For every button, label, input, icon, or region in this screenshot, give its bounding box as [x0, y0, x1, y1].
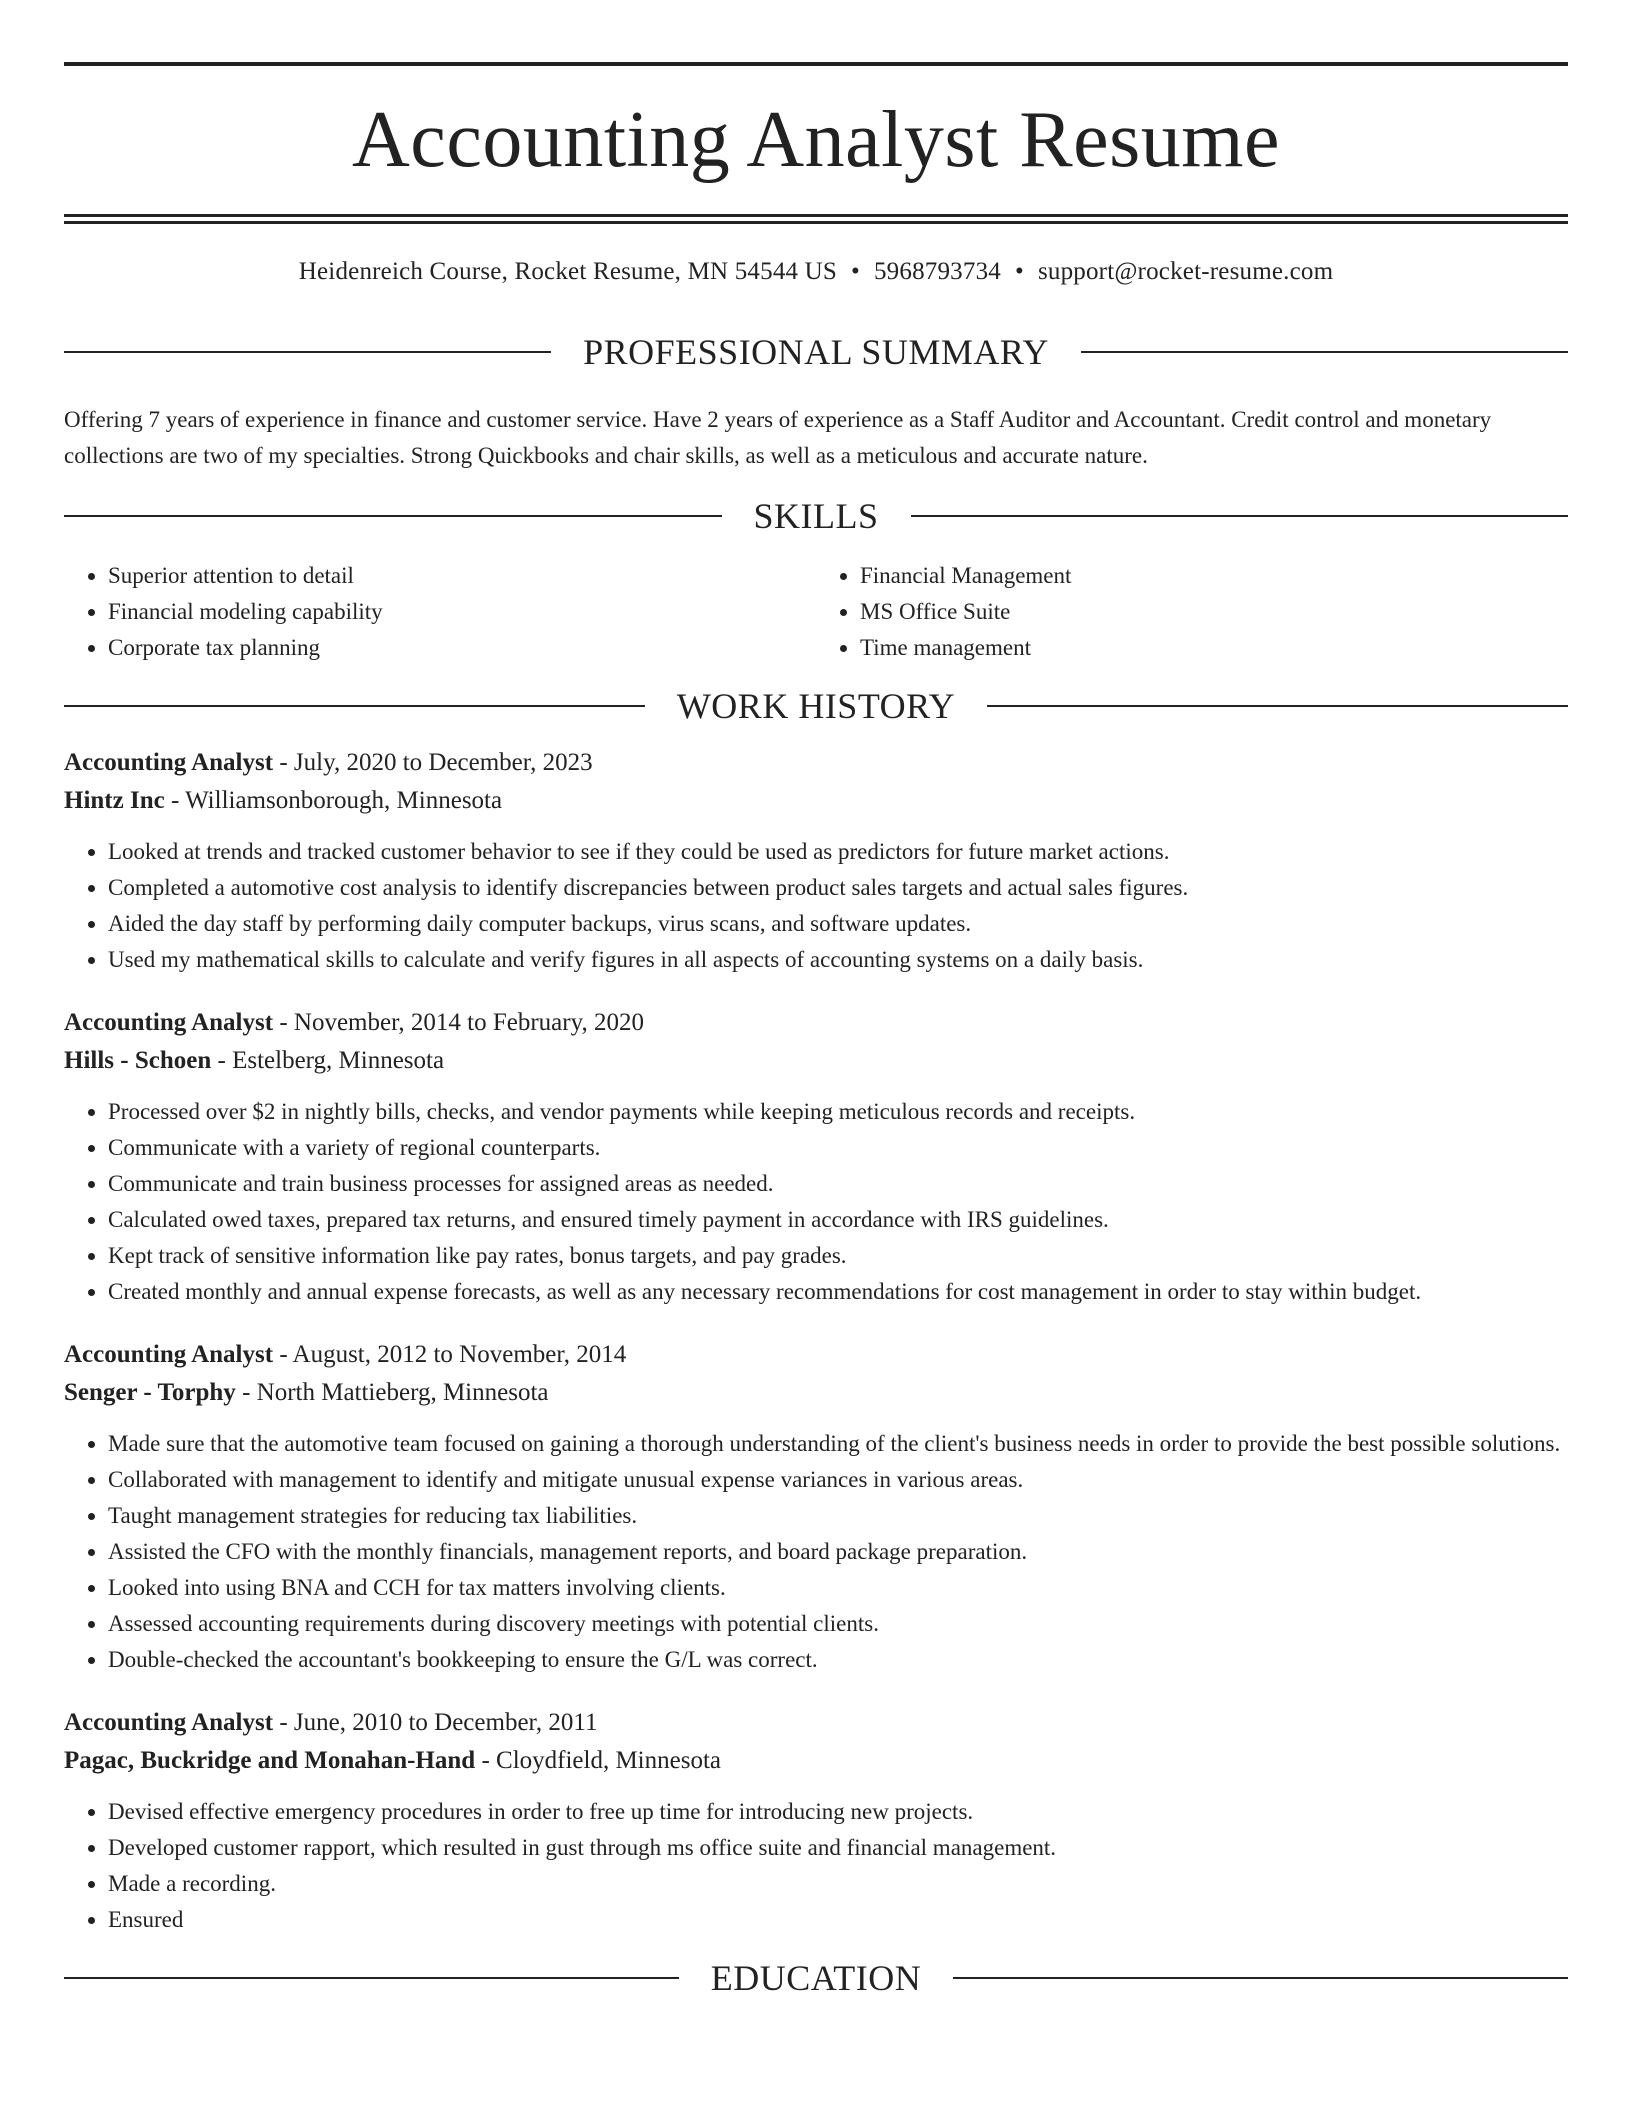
contact-phone: 5968793734: [873, 258, 1001, 285]
skill-item: • MS Office Suite: [860, 594, 1568, 630]
job-bullet: • Used my mathematical skills to calculate and verify figures in all aspects of accounting systems on a daily basis.: [108, 942, 1568, 978]
job-bullet: • Processed over $2 in nightly bills, checks, and vendor payments while keeping meticulous records and receipts.: [108, 1094, 1568, 1130]
job-title: Accounting Analyst: [64, 749, 274, 776]
contact-info: [64, 258, 1568, 286]
job-location: - North Mattieberg, Minnesota: [235, 1379, 549, 1406]
job-bullets: [64, 1426, 1568, 1678]
contact-address: Heidenreich Course, Rocket Resume, MN 54544 US: [298, 258, 838, 285]
skills-column-left: [64, 558, 816, 666]
job-bullets: [64, 834, 1568, 978]
job-company-line: [64, 782, 1568, 820]
page-title: Accounting Analyst Resume: [352, 96, 1280, 184]
contact-separator: •: [851, 258, 860, 285]
section-rule: [987, 705, 1568, 707]
job-bullet: • Double-checked the accountant's bookkeeping to ensure the G/L was correct.: [108, 1642, 1568, 1678]
job-bullet: • Made sure that the automotive team focused on gaining a thorough understanding of the client's business needs in order to provide the best possible solutions.: [108, 1426, 1568, 1462]
job-bullets: [64, 1094, 1568, 1310]
job-entry: [64, 744, 1568, 978]
job-bullet: • Aided the day staff by performing daily computer backups, virus scans, and software updates.: [108, 906, 1568, 942]
job-dates: - June, 2010 to December, 2011: [273, 1709, 598, 1736]
job-dates: - November, 2014 to February, 2020: [273, 1009, 644, 1036]
job-bullet: • Looked into using BNA and CCH for tax matters involving clients.: [108, 1570, 1568, 1606]
job-title: Accounting Analyst: [64, 1709, 274, 1736]
section-rule: [64, 515, 722, 517]
job-bullet: • Communicate with a variety of regional counterparts.: [108, 1130, 1568, 1166]
job-bullet: • Completed a automotive cost analysis to identify discrepancies between product sales targets and actual sales figures.: [108, 870, 1568, 906]
skill-item: • Superior attention to detail: [108, 558, 816, 594]
job-bullet: • Assisted the CFO with the monthly financials, management reports, and board package preparation.: [108, 1534, 1568, 1570]
job-company-line: [64, 1742, 1568, 1780]
summary-text: Offering 7 years of experience in finance and customer service. Have 2 years of experience as a Staff Auditor and Accountant. Credit control and monetary collections are two of my specialties. Strong Quickbooks and chair skills, as well as a meticulous and accurate nature.: [64, 407, 1492, 468]
job-company: Hintz Inc: [64, 787, 165, 814]
job-company: Pagac, Buckridge and Monahan-Hand: [64, 1747, 476, 1774]
skills-list: [64, 558, 1568, 666]
job-dates: - July, 2020 to December, 2023: [273, 749, 593, 776]
section-rule: [911, 515, 1569, 517]
job-title: Accounting Analyst: [64, 1009, 274, 1036]
job-bullet: • Calculated owed taxes, prepared tax returns, and ensured timely payment in accordance with IRS guidelines.: [108, 1202, 1568, 1238]
job-entry: [64, 1004, 1568, 1310]
job-bullet: • Devised effective emergency procedures in order to free up time for introducing new projects.: [108, 1794, 1568, 1830]
job-bullet: • Taught management strategies for reducing tax liabilities.: [108, 1498, 1568, 1534]
section-rule: [64, 705, 645, 707]
job-bullet: • Looked at trends and tracked customer behavior to see if they could be used as predictors for future market actions.: [108, 834, 1568, 870]
section-rule: [64, 1977, 679, 1979]
job-company-line: [64, 1374, 1568, 1412]
contact-separator: •: [1014, 258, 1024, 285]
job-bullet: • Collaborated with management to identify and mitigate unusual expense variances in various areas.: [108, 1462, 1568, 1498]
section-header-work: [64, 688, 1568, 724]
section-header-skills: [64, 498, 1568, 534]
section-rule: [953, 1977, 1568, 1979]
contact-email: support@rocket-resume.com: [1037, 258, 1334, 285]
skill-item: • Financial Management: [860, 558, 1568, 594]
skills-column-right: [816, 558, 1568, 666]
job-location: - Estelberg, Minnesota: [211, 1047, 445, 1074]
job-company: Senger - Torphy: [64, 1379, 236, 1406]
job-bullet: • Assessed accounting requirements during discovery meetings with potential clients.: [108, 1606, 1568, 1642]
job-location: - Williamsonborough, Minnesota: [164, 787, 503, 814]
section-title: WORK HISTORY: [676, 686, 956, 726]
job-bullet: • Ensured: [108, 1902, 1568, 1938]
section-title: PROFESSIONAL SUMMARY: [583, 332, 1049, 372]
section-header-summary: [64, 334, 1568, 370]
job-bullet: • Made a recording.: [108, 1866, 1568, 1902]
job-location: - Cloydfield, Minnesota: [475, 1747, 721, 1774]
skill-item: • Financial modeling capability: [108, 594, 816, 630]
job-bullet: • Communicate and train business processes for assigned areas as needed.: [108, 1166, 1568, 1202]
job-bullet: • Created monthly and annual expense forecasts, as well as any necessary recommendations for cost management in order to stay within budget.: [108, 1274, 1568, 1310]
job-bullet: • Kept track of sensitive information like pay rates, bonus targets, and pay grades.: [108, 1238, 1568, 1274]
section-title: SKILLS: [753, 496, 879, 536]
job-company: Hills - Schoen: [64, 1047, 212, 1074]
job-bullets: [64, 1794, 1568, 1938]
job-bullet: • Developed customer rapport, which resulted in gust through ms office suite and financial management.: [108, 1830, 1568, 1866]
job-entry: [64, 1704, 1568, 1938]
section-rule: [64, 351, 551, 353]
skill-item: • Corporate tax planning: [108, 630, 816, 666]
job-title: Accounting Analyst: [64, 1341, 274, 1368]
job-title-line: [64, 1004, 1568, 1042]
job-dates: - August, 2012 to November, 2014: [273, 1341, 627, 1368]
job-title-line: [64, 1704, 1568, 1742]
skill-item: • Time management: [860, 630, 1568, 666]
section-title: EDUCATION: [710, 1958, 922, 1998]
section-header-education: [64, 1960, 1568, 1996]
job-entry: [64, 1336, 1568, 1678]
title-double-rule: [64, 214, 1568, 224]
work-history-list: [64, 744, 1568, 1938]
job-title-line: [64, 1336, 1568, 1374]
section-rule: [1081, 351, 1568, 353]
job-company-line: [64, 1042, 1568, 1080]
job-title-line: [64, 744, 1568, 782]
